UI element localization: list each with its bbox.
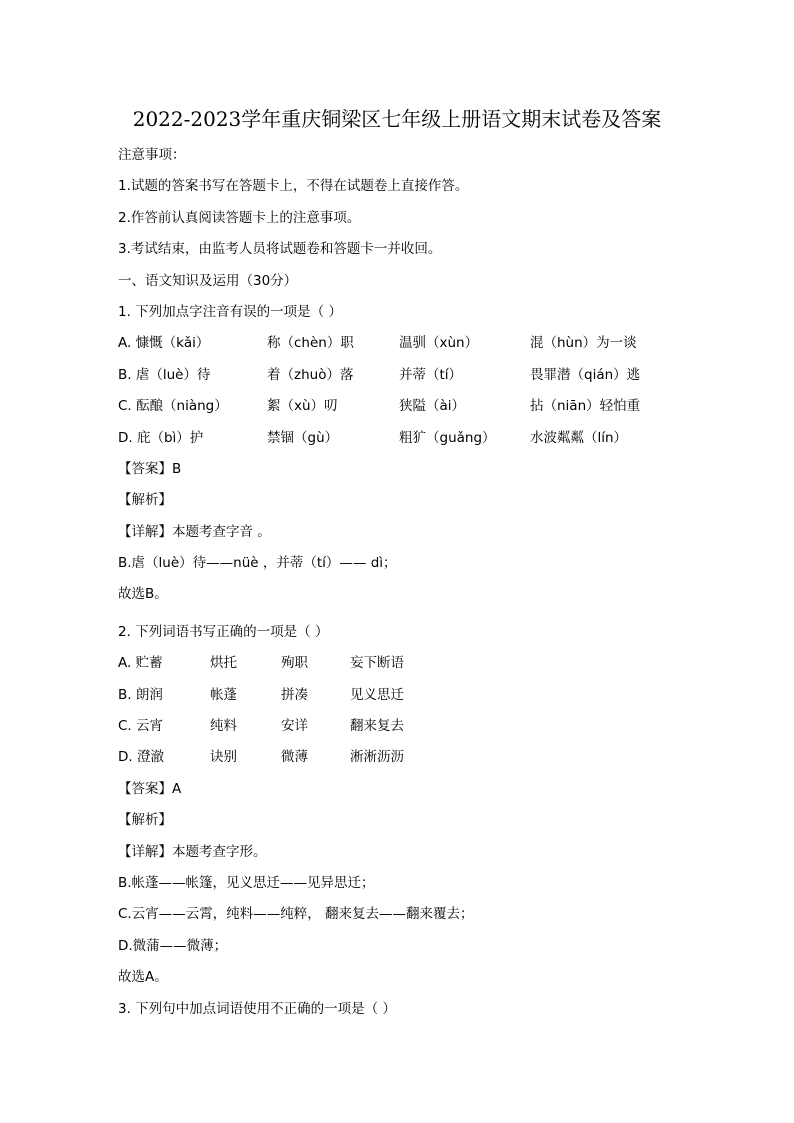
document-title: 2022-2023学年重庆铜梁区七年级上册语文期末试卷及答案: [132, 107, 662, 131]
question-2-answer: 【答案】A: [118, 780, 182, 797]
option-cell: 水波粼粼（lín）: [530, 429, 628, 446]
option-cell: 絮（xù）叨: [267, 398, 338, 415]
option-cell: 禁锢（gù）: [267, 429, 339, 446]
question-2-explain: D.微蒲——微薄；: [118, 937, 228, 954]
option-cell: 翻来复去: [350, 718, 404, 735]
option-cell: 妄下断语: [350, 655, 404, 672]
option-cell: 并蒂（tí）: [399, 366, 463, 383]
option-cell: 拼凑: [281, 686, 308, 703]
option-cell: 安详: [281, 718, 308, 735]
question-2-explain: C.云宵——云霄，纯料——纯粹， 翻来复去——翻来覆去；: [118, 906, 474, 923]
question-2-conclusion: 故选A。: [118, 969, 168, 986]
section-heading: 一、语文知识及运用（30分）: [118, 272, 298, 289]
question-2-option-b: [118, 680, 698, 711]
option-cell: 见义思迁: [350, 686, 404, 703]
option-cell: A. 慷慨（kǎi）: [118, 335, 210, 352]
question-2-option-d: [118, 742, 698, 773]
option-cell: 狭隘（ài）: [399, 398, 466, 415]
question-1-conclusion: 故选B。: [118, 586, 168, 603]
question-1-option-a: [118, 328, 698, 359]
question-1-option-b: [118, 360, 698, 391]
option-cell: 帐蓬: [210, 686, 237, 703]
option-cell: 温驯（xùn）: [399, 335, 479, 352]
question-2-option-c: [118, 711, 698, 742]
note-item: 3.考试结束，由监考人员将试题卷和答题卡一并收回。: [118, 241, 442, 258]
question-2-analysis: 【解析】: [118, 812, 172, 829]
option-cell: 拈（niān）轻怕重: [530, 398, 641, 415]
option-cell: C. 酝酿（niàng）: [118, 398, 228, 415]
note-item: 2.作答前认真阅读答题卡上的注意事项。: [118, 209, 361, 226]
option-cell: 称（chèn）职: [267, 335, 354, 352]
question-1-option-c: [118, 391, 698, 422]
question-2-stem: 2. 下列词语书写正确的一项是（ ）: [118, 623, 329, 640]
option-cell: 殉职: [281, 655, 308, 672]
option-cell: 烘托: [210, 655, 237, 672]
note-item: 1.试题的答案书写在答题卡上，不得在试题卷上直接作答。: [118, 178, 469, 195]
notes-heading: 注意事项：: [118, 147, 186, 163]
option-cell: D. 庇（bì）护: [118, 429, 204, 446]
option-cell: 粗犷（guǎng）: [399, 429, 496, 446]
option-cell: 纯料: [210, 718, 237, 735]
option-cell: 着（zhuò）落: [267, 366, 354, 383]
option-cell: B. 朗润: [118, 686, 163, 703]
question-1-stem: 1. 下列加点字注音有误的一项是（ ）: [118, 303, 342, 320]
question-2-detail: 【详解】本题考查字形。: [118, 843, 267, 860]
document-body: [118, 140, 698, 1025]
option-cell: A. 贮蓄: [118, 655, 163, 672]
question-1-detail: 【详解】本题考查字音 。: [118, 523, 271, 540]
question-1-option-d: [118, 423, 698, 454]
question-3-stem: 3. 下列句中加点词语使用不正确的一项是（ ）: [118, 1000, 396, 1017]
option-cell: 混（hùn）为一谈: [530, 335, 637, 352]
option-cell: 畏罪潜（qián）逃: [530, 366, 641, 383]
question-1-answer: 【答案】B: [118, 460, 182, 477]
question-1-analysis: 【解析】: [118, 492, 172, 509]
question-2-explain: B.帐蓬——帐篷，见义思迁——见异思迁；: [118, 874, 375, 891]
option-cell: D. 澄澈: [118, 749, 164, 766]
option-cell: C. 云宵: [118, 718, 164, 735]
option-cell: 微薄: [281, 749, 308, 766]
question-2-option-a: [118, 648, 698, 679]
option-cell: B. 虐（luè）待: [118, 366, 211, 383]
question-1-explain: B.虐（luè）待——nüè ，并蒂（tí）—— dì；: [118, 555, 397, 572]
option-cell: 诀别: [210, 749, 237, 766]
option-cell: 淅淅沥沥: [350, 749, 404, 766]
